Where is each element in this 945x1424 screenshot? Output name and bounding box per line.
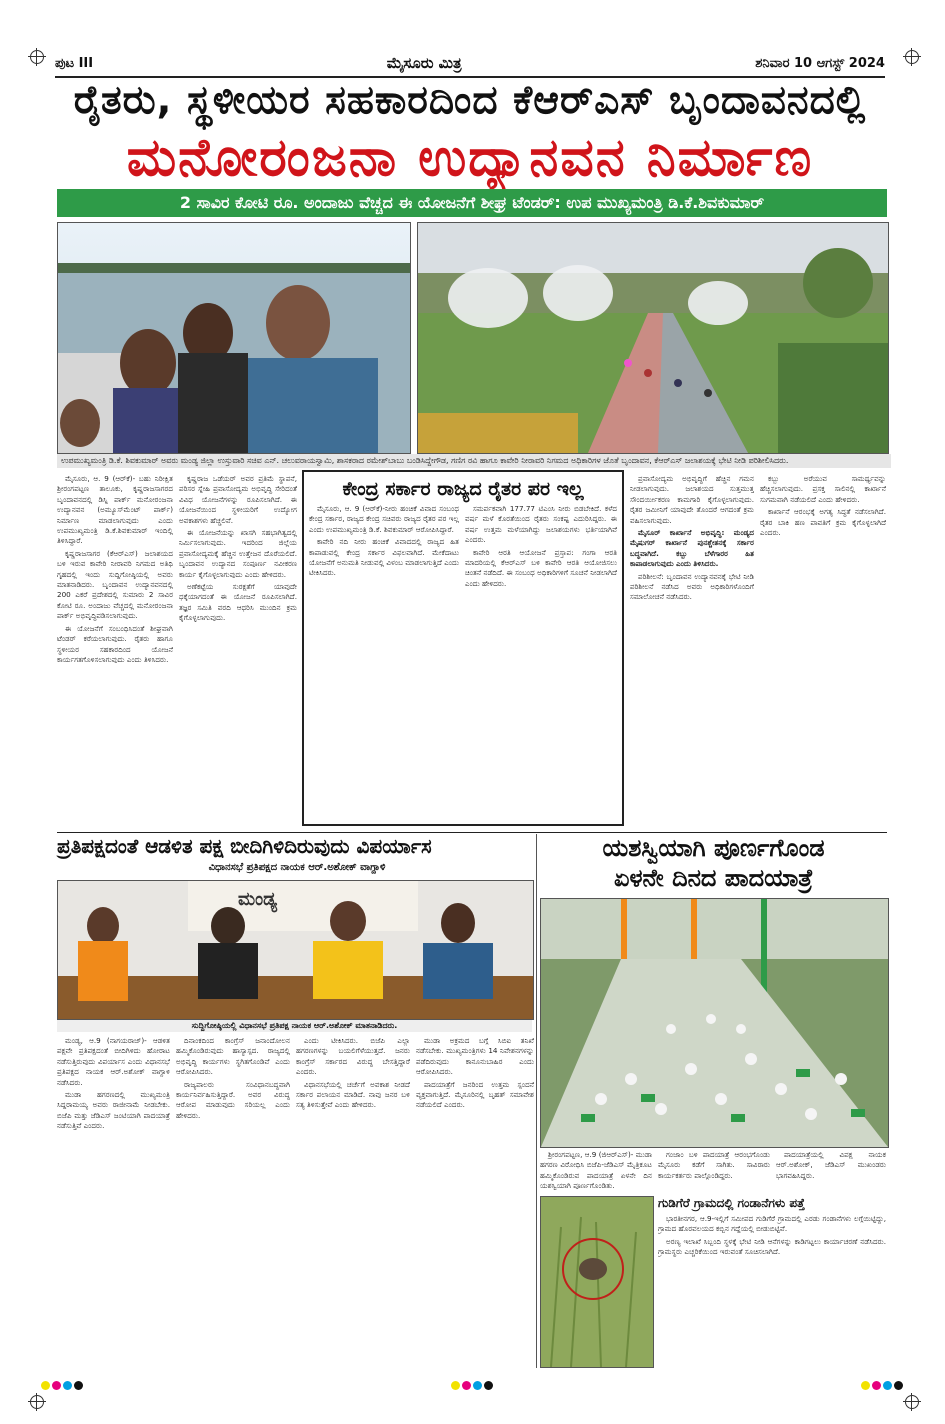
boxed-story-column-2	[465, 504, 617, 809]
lead-body-column-2	[179, 474, 297, 830]
opposition-column-1	[57, 1036, 170, 1366]
lead-body-column-4	[760, 474, 886, 830]
padayatra-headline-line-2: ಏಳನೇ ದಿನದ ಪಾದಯಾತ್ರೆ	[613, 864, 813, 892]
paragraph: ಮೈಸೂರು, ಆ. 9 (ಆರ್‌ಕೆ)-ನೀರು ಹಂಚಿಕೆ ವಿವಾದ ಸಂಬಂಧ ಕೇಂದ್ರ ಸರ್ಕಾರ, ರಾಜ್ಯದ ಕೇಂದ್ರ ಸಚಿವರು ರಾಜ್ಯದ ರೈತರ ಪರ ಇಲ್ಲ ಎಂದು ಉಪಮುಖ್ಯಮಂತ್ರಿ ಡಿ.ಕೆ. ಶಿವಕುಮಾರ್ ಆರೋಪಿಸಿದ್ದಾರೆ.	[309, 504, 459, 534]
paragraph: ದಿನಾಂಕದಿಂದ ಕಾಂಗ್ರೆಸ್ ಜನಾಂದೋಲನ ಹಮ್ಮಿಕೊಂಡಿರುವುದು ಹಾಸ್ಯಾಸ್ಪದ. ರಾಜ್ಯದಲ್ಲಿ ಅಭಿವೃದ್ಧಿ ಕಾರ್ಯಗಳು ಸ್ಥಗಿತಗೊಂಡಿವೆ ಎಂದು ಆರೋಪಿಸಿದರು.	[176, 1036, 290, 1077]
lead-kicker: ರೈತರು, ಸ್ಥಳೀಯರ ಸಹಕಾರದಿಂದ ಕೆಆರ್‌ಎಸ್ ಬೃಂದಾವನದಲ್ಲಿ	[73, 78, 867, 123]
lead-body-column-3	[630, 474, 754, 830]
boxed-story-headline: ಕೇಂದ್ರ ಸರ್ಕಾರ ರಾಜ್ಯದ ರೈತರ ಪರ ಇಲ್ಲ	[342, 478, 584, 500]
padayatra-photo	[540, 898, 889, 1148]
paragraph: ಪ್ರವಾಸೋದ್ಯಮ ಅಭಿವೃದ್ಧಿಗೆ ಹೆಚ್ಚಿನ ಗಮನ ನೀಡಲಾಗುವುದು. ಜಲಾಶಯದ ಸುತ್ತಮುತ್ತ ಸೌಂದರ್ಯೀಕರಣ ಕಾಮಗಾರಿ ಕೈಗೊಳ್ಳಲಾಗುವುದು. ರೈತರ ಜಮೀನಿಗೆ ಯಾವುದೇ ತೊಂದರೆ ಆಗದಂತೆ ಕ್ರಮ ವಹಿಸಲಾಗುವುದು.	[630, 474, 754, 525]
opposition-column-3	[296, 1036, 410, 1366]
paragraph: ರಾಜ್ಯಪಾಲರು ಸಂವಿಧಾನಬದ್ಧವಾಗಿ ಕಾರ್ಯನಿರ್ವಹಿಸುತ್ತಿದ್ದಾರೆ. ಅವರ ವಿರುದ್ಧ ಆರೋಪ ಮಾಡುವುದು ಸರಿಯಲ್ಲ ಎಂದು ಹೇಳಿದರು.	[176, 1079, 290, 1120]
paragraph: ಪರಿಶೀಲನೆ: ಬೃಂದಾವನ ಉದ್ಯಾನವನಕ್ಕೆ ಭೇಟಿ ನೀಡಿ ಪರಿಶೀಲನೆ ನಡೆಸಿದ ಅವರು ಅಧಿಕಾರಿಗಳೊಂದಿಗೆ ಸಮಾಲೋಚನೆ ನಡೆಸಿದರು.	[630, 571, 754, 602]
opposition-subhead: ವಿಧಾನಸಭೆ ಪ್ರತಿಪಕ್ಷದ ನಾಯಕ ಆರ್.ಅಶೋಕ್ ವಾಗ್ದಾಳಿ	[208, 862, 386, 873]
paragraph: ಶ್ರೀರಂಗಪಟ್ಟಣ, ಆ.9 (ಜಿಆರ್‌ಎಸ್)- ಮುಡಾ ಹಗರಣ ವಿರೋಧಿಸಿ ಬಿಜೆಪಿ-ಜೆಡಿಎಸ್ ಮೈತ್ರಿಕೂಟ ಹಮ್ಮಿಕೊಂಡಿರುವ ಪಾದಯಾತ್ರೆ ಏಳನೇ ದಿನ ಯಶಸ್ವಿಯಾಗಿ ಪೂರ್ಣಗೊಂಡಿತು.	[540, 1150, 652, 1190]
registration-mark-top-left	[30, 50, 44, 64]
paragraph: ವಿಧಾನಸಭೆಯಲ್ಲಿ ಚರ್ಚೆಗೆ ಅವಕಾಶ ನೀಡದೆ ಸರ್ಕಾರ ಪಲಾಯನ ಮಾಡಿದೆ. ನಾವು ಜನರ ಬಳಿ ಸತ್ಯ ತಿಳಿಸುತ್ತೇವೆ ಎಂದು ಹೇಳಿದರು.	[296, 1079, 410, 1110]
registration-mark-bottom-right	[905, 1395, 919, 1409]
paragraph: ಕಾವೇರಿ ನದಿ ನೀರು ಹಂಚಿಕೆ ವಿವಾದದಲ್ಲಿ ರಾಜ್ಯದ ಹಿತ ಕಾಪಾಡುವಲ್ಲಿ ಕೇಂದ್ರ ಸರ್ಕಾರ ವಿಫಲವಾಗಿದೆ. ಮೇಕೆದಾಟು ಯೋಜನೆಗೆ ಅನುಮತಿ ನೀಡುವಲ್ಲಿ ವಿಳಂಬ ಮಾಡಲಾಗುತ್ತಿದೆ ಎಂದು ಟೀಕಿಸಿದರು.	[309, 537, 459, 578]
opposition-headline: ಪ್ರತಿಪಕ್ಷದಂತೆ ಆಡಳಿತ ಪಕ್ಷ ಬೀದಿಗಿಳಿದಿರುವುದು ವಿಪರ್ಯಾಸ	[57, 834, 432, 858]
color-bar-right	[860, 1375, 904, 1394]
paragraph: ಭಾರತೀನಗರ, ಆ.9-ಇಲ್ಲಿಗೆ ಸಮೀಪದ ಗುಡಿಗೆರೆ ಗ್ರಾಮದಲ್ಲಿ ಎರಡು ಗಂಡಾನೆಗಳು ಲಗ್ಗೆಯಿಟ್ಟಿದ್ದು, ಗ್ರಾಮದ ಹೊರವಲಯದ ಕಬ್ಬಿನ ಗದ್ದೆಯಲ್ಲಿ ಬೀಡುಬಿಟ್ಟಿವೆ.	[658, 1214, 886, 1234]
paragraph: ಎಂದು ಟೀಕಿಸಿದರು. ಬಿಜೆಪಿ ಎಲ್ಲಾ ಹಗರಣಗಳನ್ನು ಬಯಲಿಗೆಳೆಯುತ್ತದೆ. ಜನರು ಕಾಂಗ್ರೆಸ್ ಸರ್ಕಾರದ ವಿರುದ್ಧ ಬೇಸತ್ತಿದ್ದಾರೆ ಎಂದರು.	[296, 1036, 410, 1077]
lead-strap: 2 ಸಾವಿರ ಕೋಟಿ ರೂ. ಅಂದಾಜು ವೆಚ್ಚದ ಈ ಯೋಜನೆಗೆ ಶೀಘ್ರ ಟೆಂಡರ್: ಉಪ ಮುಖ್ಯಮಂತ್ರಿ ಡಿ.ಕೆ.ಶಿವಕುಮಾರ್	[57, 189, 887, 217]
lead-body-column-1	[57, 474, 173, 830]
page-header	[55, 50, 885, 78]
lead-photo-boat	[57, 222, 411, 454]
elephant-body	[658, 1214, 886, 1366]
paragraph: ಕಬ್ಬು ಅರೆಯುವ ಸಾಮರ್ಥ್ಯವನ್ನು ಹೆಚ್ಚಿಸಲಾಗುವುದು. ಪ್ರಸಕ್ತ ಸಾಲಿನಲ್ಲಿ ಕಾರ್ಖಾನೆ ಸುಗಮವಾಗಿ ನಡೆಯಲಿದೆ ಎಂದು ಹೇಳಿದರು.	[760, 474, 886, 504]
elephant-photo	[540, 1196, 654, 1368]
opposition-column-2	[176, 1036, 290, 1366]
opposition-column-4	[416, 1036, 534, 1366]
padayatra-column-1	[540, 1150, 652, 1190]
registration-mark-bottom-left	[30, 1395, 44, 1409]
paragraph: ಕೃಷ್ಣರಾಜ ಒಡೆಯರ್ ಅವರ ಪ್ರತಿಮೆ ಸ್ಥಾಪನೆ, ಪರಿಸರ ಸ್ನೇಹಿ ಪ್ರವಾಸೋದ್ಯಮ ಅಭಿವೃದ್ಧಿ ಸೇರಿದಂತೆ ವಿವಿಧ ಯೋಜನೆಗಳನ್ನು ರೂಪಿಸಲಾಗಿದೆ. ಈ ಯೋಜನೆಯಿಂದ ಸ್ಥಳೀಯರಿಗೆ ಉದ್ಯೋಗ ಅವಕಾಶಗಳು ಹೆಚ್ಚಲಿವೆ.	[179, 474, 297, 525]
paragraph: ಸಮರ್ಪಕವಾಗಿ 177.77 ಟಿಎಂಸಿ ನೀರು ಬಿಡಬೇಕಿದೆ. ಕಳೆದ ವರ್ಷ ಮಳೆ ಕೊರತೆಯಿಂದ ರೈತರು ಸಂಕಷ್ಟ ಎದುರಿಸಿದ್ದರು. ಈ ವರ್ಷ ಉತ್ತಮ ಮಳೆಯಾಗಿದ್ದು ಜಲಾಶಯಗಳು ಭರ್ತಿಯಾಗಿವೆ ಎಂದರು.	[465, 504, 617, 545]
color-bar-center	[450, 1375, 494, 1394]
paragraph: ಪಾದಯಾತ್ರೆಗೆ ಜನರಿಂದ ಉತ್ತಮ ಸ್ಪಂದನೆ ವ್ಯಕ್ತವಾಗುತ್ತಿದೆ. ಮೈಸೂರಿನಲ್ಲಿ ಬೃಹತ್ ಸಮಾವೇಶ ನಡೆಯಲಿದೆ ಎಂದರು.	[416, 1079, 534, 1110]
paragraph: ಈ ಯೋಜನೆಯನ್ನು ಖಾಸಗಿ ಸಹಭಾಗಿತ್ವದಲ್ಲಿ ನಿರ್ಮಿಸಲಾಗುವುದು. ಇದರಿಂದ ಜಿಲ್ಲೆಯ ಪ್ರವಾಸೋದ್ಯಮಕ್ಕೆ ಹೆಚ್ಚಿನ ಉತ್ತೇಜನ ದೊರೆಯಲಿದೆ. ಬೃಂದಾವನ ಉದ್ಯಾನದ ಸಂಪೂರ್ಣ ನವೀಕರಣ ಕಾರ್ಯ ಕೈಗೊಳ್ಳಲಾಗುವುದು ಎಂದು ಹೇಳಿದರು.	[179, 528, 297, 579]
paragraph: ಕಾವೇರಿ ಆರತಿ ಆಯೋಜನೆ ಪ್ರಸ್ತಾಪ: ಗಂಗಾ ಆರತಿ ಮಾದರಿಯಲ್ಲಿ ಕೆಆರ್‌ಎಸ್ ಬಳಿ ಕಾವೇರಿ ಆರತಿ ಆಯೋಜಿಸಲು ಚಿಂತನೆ ನಡೆದಿದೆ. ಈ ಸಂಬಂಧ ಅಧಿಕಾರಿಗಳಿಗೆ ಸೂಚನೆ ನೀಡಲಾಗಿದೆ ಎಂದು ಹೇಳಿದರು.	[465, 547, 617, 588]
paragraph: ಗಂಜಾಂ ಬಳಿ ಪಾದಯಾತ್ರೆ ಆರಂಭಗೊಂಡು ಮೈಸೂರು ಕಡೆಗೆ ಸಾಗಿತು. ಸಾವಿರಾರು ಕಾರ್ಯಕರ್ತರು ಪಾಲ್ಗೊಂಡಿದ್ದರು.	[658, 1150, 770, 1180]
paragraph: ಕಾರ್ಖಾನೆ ಆರಂಭಕ್ಕೆ ಅಗತ್ಯ ಸಿದ್ಧತೆ ನಡೆಸಲಾಗಿದೆ. ರೈತರ ಬಾಕಿ ಹಣ ಪಾವತಿಗೆ ಕ್ರಮ ಕೈಗೊಳ್ಳಲಾಗಿದೆ ಎಂದರು.	[760, 507, 886, 538]
opposition-photo-banner-text: ಮಂಡ್ಯ	[238, 889, 278, 910]
opposition-photo-caption: ಸುದ್ದಿಗೋಷ್ಠಿಯಲ್ಲಿ ವಿಧಾನಸಭೆ ಪ್ರತಿಪಕ್ಷ ನಾಯಕ ಆರ್.ಅಶೋಕ್ ಮಾತನಾಡಿದರು.	[57, 1020, 532, 1032]
lead-photo-garden	[417, 222, 889, 454]
padayatra-column-2	[658, 1150, 770, 1190]
section-divider	[57, 832, 887, 833]
column-rule	[536, 834, 537, 1368]
lead-headline: ಮನೋರಂಜನಾ ಉದ್ಯಾನವನ ನಿರ್ಮಾಣ	[126, 128, 814, 188]
lead-photo-caption: ಉಪಮುಖ್ಯಮಂತ್ರಿ ಡಿ.ಕೆ. ಶಿವಕುಮಾರ್ ಅವರು ಮಂಡ್ಯ ಜಿಲ್ಲಾ ಉಸ್ತುವಾರಿ ಸಚಿವ ಎನ್. ಚಲುವರಾಯಸ್ವಾಮಿ, ಶಾಸಕರಾದ ರಮೇಶ್‌ಬಾಬು ಬಂಡಿಸಿದ್ದೇಗೌಡ, ಗಣಿಗ ರವಿ ಹಾಗೂ ಕಾವೇರಿ ನೀರಾವರಿ ನಿಗಮದ ಅಧಿಕಾರಿಗಳ ಜೊತೆ ಬೃಂದಾವನ, ಕೆಆರ್‌ಎಸ್ ಜಲಾಶಯಕ್ಕೆ ಭೇಟಿ ನೀಡಿ ಪರಿಶೀಲಿಸಿದರು.	[57, 454, 891, 468]
paragraph: ಪಾದಯಾತ್ರೆಯಲ್ಲಿ ವಿಪಕ್ಷ ನಾಯಕ ಆರ್.ಅಶೋಕ್, ಜೆಡಿಎಸ್ ಮುಖಂಡರು ಭಾಗವಹಿಸಿದ್ದರು.	[776, 1150, 886, 1180]
registration-mark-top-right	[905, 50, 919, 64]
elephant-headline: ಗುಡಿಗೆರೆ ಗ್ರಾಮದಲ್ಲಿ ಗಂಡಾನೆಗಳು ಪತ್ತೆ	[658, 1196, 805, 1210]
paragraph: ಮೈಸೂರ್ ಕಾರ್ಖಾನೆ ಅಭಿವೃದ್ಧಿ: ಮಂಡ್ಯದ ಮೈಷುಗರ್ ಕಾರ್ಖಾನೆ ಪುನಶ್ಚೇತನಕ್ಕೆ ಸರ್ಕಾರ ಬದ್ಧವಾಗಿದೆ. ಕಬ್ಬು ಬೆಳೆಗಾರರ ಹಿತ ಕಾಪಾಡಲಾಗುವುದು ಎಂದು ತಿಳಿಸಿದರು.	[630, 528, 754, 569]
paragraph: ಮೈಸೂರು, ಆ. 9 (ಆರ್‌ಕೆ)- ಬಹು ನಿರೀಕ್ಷಿತ ಶ್ರೀರಂಗಪಟ್ಟಣ ತಾಲೂಕು, ಕೃಷ್ಣರಾಜಸಾಗರದ ಬೃಂದಾವನದಲ್ಲಿ ಡಿಸ್ನಿ ಪಾರ್ಕ್ ಮನೋರಂಜನಾ ಉದ್ಯಾನವನ (ಅಮ್ಯೂಸ್‌ಮೆಂಟ್ ಪಾರ್ಕ್) ನಿರ್ಮಾಣ ಮಾಡಲಾಗುವುದು ಎಂದು ಉಪಮುಖ್ಯಮಂತ್ರಿ ಡಿ.ಕೆ.ಶಿವಕುಮಾರ್ ಇಂದಿಲ್ಲಿ ತಿಳಿಸಿದ್ದಾರೆ.	[57, 474, 173, 546]
paragraph: ಕೃಷ್ಣರಾಜಸಾಗರ (ಕೆಆರ್‌ಎಸ್) ಜಲಾಶಯದ ಬಳಿ ಇರುವ ಕಾವೇರಿ ನೀರಾವರಿ ನಿಗಮದ ಅತಿಥಿ ಗೃಹದಲ್ಲಿ ಇಂದು ಸುದ್ದಿಗೋಷ್ಠಿಯಲ್ಲಿ ಅವರು ಮಾತನಾಡಿದರು. ಬೃಂದಾವನ ಉದ್ಯಾನವನದಲ್ಲಿ 200 ಎಕರೆ ಪ್ರದೇಶದಲ್ಲಿ ಸುಮಾರು 2 ಸಾವಿರ ಕೋಟಿ ರೂ. ಅಂದಾಜು ವೆಚ್ಚದಲ್ಲಿ ಮನೋರಂಜನಾ ಪಾರ್ಕ್ ಅಭಿವೃದ್ಧಿಪಡಿಸಲಾಗುವುದು.	[57, 548, 173, 621]
paragraph: ಮುಡಾ ಅಕ್ರಮದ ಬಗ್ಗೆ ಸಿಬಿಐ ತನಿಖೆ ನಡೆಸಬೇಕು. ಮುಖ್ಯಮಂತ್ರಿಗಳು 14 ನಿವೇಶನಗಳನ್ನು ಪಡೆದಿರುವುದು ಕಾನೂನುಬಾಹಿರ ಎಂದು ಆರೋಪಿಸಿದರು.	[416, 1036, 534, 1077]
color-bar-left	[40, 1375, 84, 1394]
padayatra-headline-line-1: ಯಶಸ್ವಿಯಾಗಿ ಪೂರ್ಣಗೊಂಡ	[602, 834, 825, 862]
padayatra-column-3	[776, 1150, 886, 1190]
paragraph: ಅರಣ್ಯ ಇಲಾಖೆ ಸಿಬ್ಬಂದಿ ಸ್ಥಳಕ್ಕೆ ಭೇಟಿ ನೀಡಿ ಆನೆಗಳನ್ನು ಕಾಡಿಗಟ್ಟಲು ಕಾರ್ಯಾಚರಣೆ ನಡೆಸಿದರು. ಗ್ರಾಮಸ್ಥರು ಎಚ್ಚರಿಕೆಯಿಂದ ಇರುವಂತೆ ಸೂಚಿಸಲಾಗಿದೆ.	[658, 1236, 886, 1257]
boxed-story	[302, 470, 624, 826]
issue-date: ಶನಿವಾರ 10 ಆಗಸ್ಟ್ 2024	[755, 55, 885, 71]
paragraph: ಮಂಡ್ಯ, ಆ.9 (ನಾಗಯರಾಜ್)- ಆಡಳಿತ ಪಕ್ಷವೇ ಪ್ರತಿಪಕ್ಷದಂತೆ ಬೀದಿಗಿಳಿದು ಹೋರಾಟ ನಡೆಸುತ್ತಿರುವುದು ವಿಪರ್ಯಾಸ ಎಂದು ವಿಧಾನಸಭೆ ಪ್ರತಿಪಕ್ಷದ ನಾಯಕ ಆರ್.ಅಶೋಕ್ ವಾಗ್ದಾಳಿ ನಡೆಸಿದರು.	[57, 1036, 170, 1087]
page-number: ಪುಟ III	[55, 55, 94, 71]
paragraph: ಅಣೆಕಟ್ಟೆಯ ಸುರಕ್ಷತೆಗೆ ಯಾವುದೇ ಧಕ್ಕೆಯಾಗದಂತೆ ಈ ಯೋಜನೆ ರೂಪಿಸಲಾಗಿದೆ. ತಜ್ಞರ ಸಮಿತಿ ವರದಿ ಆಧರಿಸಿ ಮುಂದಿನ ಕ್ರಮ ಕೈಗೊಳ್ಳಲಾಗುವುದು.	[179, 582, 297, 623]
opposition-photo	[57, 880, 534, 1020]
boxed-story-column-1	[309, 504, 459, 809]
paragraph: ಈ ಯೋಜನೆಗೆ ಸಂಬಂಧಿಸಿದಂತೆ ಶೀಘ್ರವಾಗಿ ಟೆಂಡರ್ ಕರೆಯಲಾಗುವುದು. ರೈತರು ಹಾಗೂ ಸ್ಥಳೀಯರ ಸಹಕಾರದಿಂದ ಯೋಜನೆ ಕಾರ್ಯಗತಗೊಳಿಸಲಾಗುವುದು ಎಂದು ತಿಳಿಸಿದರು.	[57, 623, 173, 664]
paper-name: ಮೈಸೂರು ಮಿತ್ರ	[386, 54, 462, 72]
paragraph: ಮುಡಾ ಹಗರಣದಲ್ಲಿ ಮುಖ್ಯಮಂತ್ರಿ ಸಿದ್ದರಾಮಯ್ಯ ಅವರು ರಾಜೀನಾಮೆ ನೀಡಬೇಕು. ಬಿಜೆಪಿ ಮತ್ತು ಜೆಡಿಎಸ್ ಜಂಟಿಯಾಗಿ ಪಾದಯಾತ್ರೆ ನಡೆಸುತ್ತಿವೆ ಎಂದರು.	[57, 1090, 170, 1131]
